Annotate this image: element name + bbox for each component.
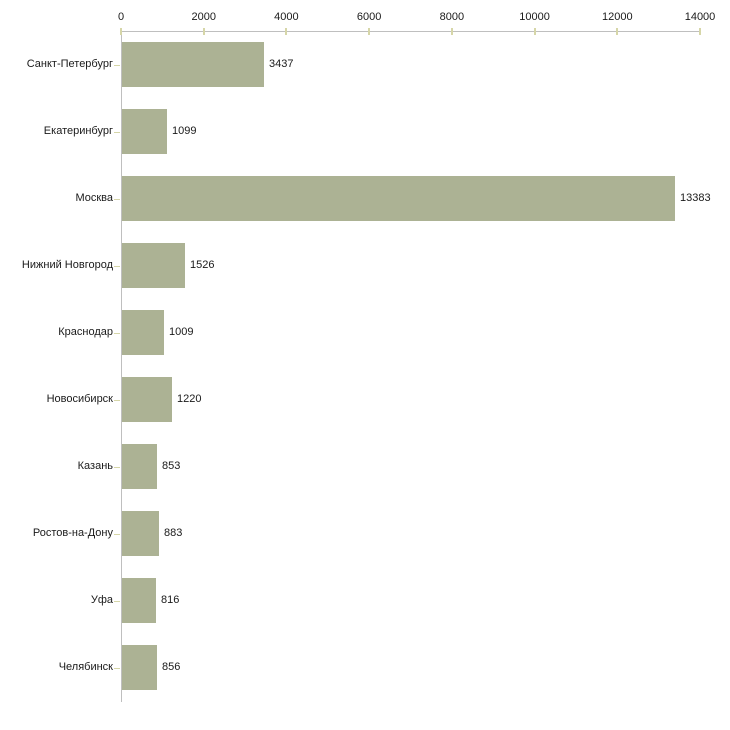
bar-3 xyxy=(122,176,675,221)
bar-8 xyxy=(122,511,159,556)
x-tick-mark xyxy=(699,28,701,35)
category-label: Краснодар xyxy=(58,326,113,338)
bar-9 xyxy=(122,578,156,623)
y-tick-mark xyxy=(114,601,120,602)
x-tick-label: 6000 xyxy=(356,11,382,23)
x-tick-mark xyxy=(120,28,122,35)
y-tick-mark xyxy=(114,266,120,267)
category-label: Москва xyxy=(75,192,113,204)
plot-area xyxy=(121,31,701,702)
bar-4 xyxy=(122,243,185,288)
value-label: 1526 xyxy=(190,259,215,271)
category-label: Нижний Новгород xyxy=(21,259,113,271)
value-label: 853 xyxy=(162,460,181,472)
x-tick-label: 8000 xyxy=(439,11,465,23)
value-label: 856 xyxy=(162,661,181,673)
y-tick-mark xyxy=(114,400,120,401)
x-tick-mark xyxy=(368,28,370,35)
value-label: 1099 xyxy=(172,125,197,137)
value-label: 13383 xyxy=(680,192,711,204)
y-tick-mark xyxy=(114,132,120,133)
value-label: 1220 xyxy=(177,393,202,405)
value-label: 3437 xyxy=(269,58,294,70)
x-tick-label: 14000 xyxy=(684,11,716,23)
value-label: 816 xyxy=(161,594,180,606)
x-tick-label: 12000 xyxy=(601,11,633,23)
bar-1 xyxy=(122,42,264,87)
x-tick-mark xyxy=(203,28,205,35)
bar-10 xyxy=(122,645,157,690)
x-tick-label: 0 xyxy=(117,11,125,23)
bar-5 xyxy=(122,310,164,355)
category-label: Ростов-на-Дону xyxy=(32,527,113,539)
y-tick-mark xyxy=(114,534,120,535)
category-label: Челябинск xyxy=(58,661,113,673)
x-tick-label: 10000 xyxy=(519,11,550,23)
category-label: Санкт-Петербург xyxy=(26,58,113,70)
y-tick-mark xyxy=(114,467,120,468)
bar-2 xyxy=(122,109,167,154)
x-tick-label: 2000 xyxy=(191,11,216,23)
category-label: Уфа xyxy=(90,594,113,606)
category-label: Екатеринбург xyxy=(43,125,113,137)
y-tick-mark xyxy=(114,668,120,669)
category-label: Казань xyxy=(77,460,113,472)
value-label: 883 xyxy=(164,527,183,539)
x-tick-mark xyxy=(285,28,287,35)
value-label: 1009 xyxy=(169,326,194,338)
y-tick-mark xyxy=(114,199,120,200)
bar-7 xyxy=(122,444,157,489)
x-tick-mark xyxy=(451,28,453,35)
x-tick-mark xyxy=(534,28,536,35)
x-tick-mark xyxy=(616,28,618,35)
y-tick-mark xyxy=(114,65,120,66)
category-label: Новосибирск xyxy=(46,393,113,405)
bar-6 xyxy=(122,377,172,422)
y-tick-mark xyxy=(114,333,120,334)
x-tick-label: 4000 xyxy=(274,11,299,23)
